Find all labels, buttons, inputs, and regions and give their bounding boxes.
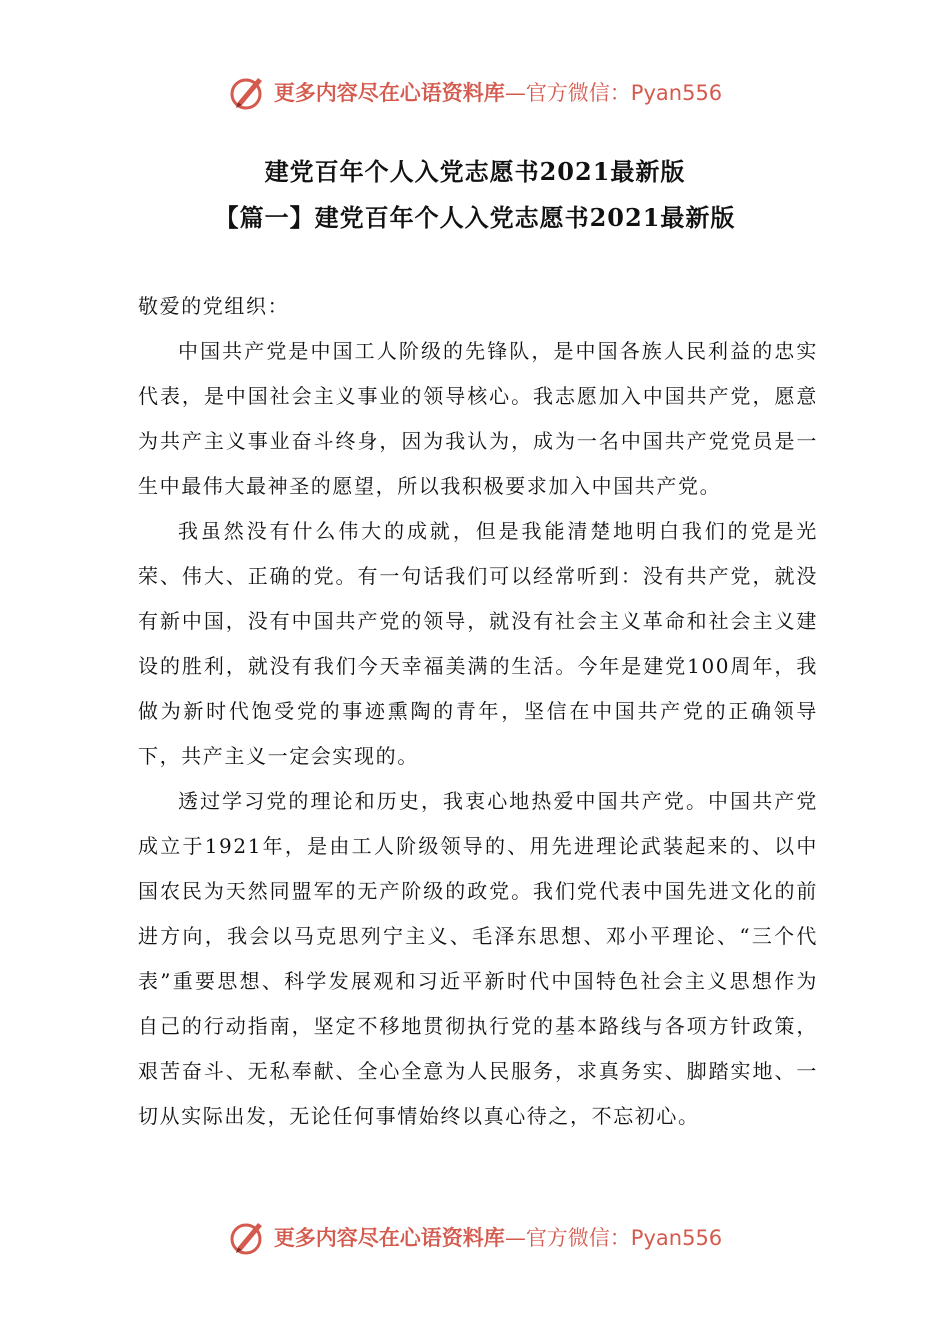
pen-circle-logo-icon [228, 72, 268, 112]
header-banner [0, 72, 950, 112]
pen-circle-logo-icon [228, 1217, 268, 1257]
banner-separator: — [504, 81, 526, 105]
banner-wechat-text: 官方微信：Pyan556 [525, 81, 723, 105]
paragraph: 透过学习党的理论和历史，我衷心地热爱中国共产党。中国共产党成立于1921年，是由工人阶级领导的、用先进理论武装起来的、以中国农民为天然同盟军的无产阶级的政党。我们党代表中国先进文化的前进方向，我会以马克思列宁主义、毛泽东思想、邓小平理论、“三个代表”重要思想、科学发展观和习近平新时代中国特色社会主义思想作为自己的行动指南，坚定不移地贯彻执行党的基本路线与各项方针政策，艰苦奋斗、无私奉献、全心全意为人民服务，求真务实、脚踏实地、一切从实际出发，无论任何事情始终以真心待之，不忘初心。 [138, 789, 818, 1128]
banner-separator: — [504, 1226, 526, 1250]
document-title: 建党百年个人入党志愿书2021最新版 [264, 157, 686, 186]
salutation: 敬爱的党组织： [138, 294, 290, 318]
paragraph: 我虽然没有什么伟大的成就，但是我能清楚地明白我们的党是光荣、伟大、正确的党。有一句话我们可以经常听到：没有共产党，就没有新中国，没有中国共产党的领导，就没有社会主义革命和社会主义建设的胜利，就没有我们今天幸福美满的生活。今年是建党100周年，我做为新时代饱受党的事迹熏陶的青年，坚信在中国共产党的正确领导下，共产主义一定会实现的。 [138, 519, 818, 768]
banner-text [274, 77, 722, 107]
banner-text [274, 1222, 722, 1252]
paragraph: 中国共产党是中国工人阶级的先锋队，是中国各族人民利益的忠实代表，是中国社会主义事业的领导核心。我志愿加入中国共产党，愿意为共产主义事业奋斗终身，因为我认为，成为一名中国共产党党员是一生中最伟大最神圣的愿望，所以我积极要求加入中国共产党。 [138, 339, 818, 498]
document-subtitle: 【篇一】建党百年个人入党志愿书2021最新版 [214, 203, 736, 232]
banner-main-text: 更多内容尽在心语资料库 [273, 81, 505, 105]
document-body [138, 284, 818, 1139]
banner-wechat-text: 官方微信：Pyan556 [525, 1226, 723, 1250]
banner-main-text: 更多内容尽在心语资料库 [273, 1226, 505, 1250]
footer-banner [0, 1217, 950, 1257]
